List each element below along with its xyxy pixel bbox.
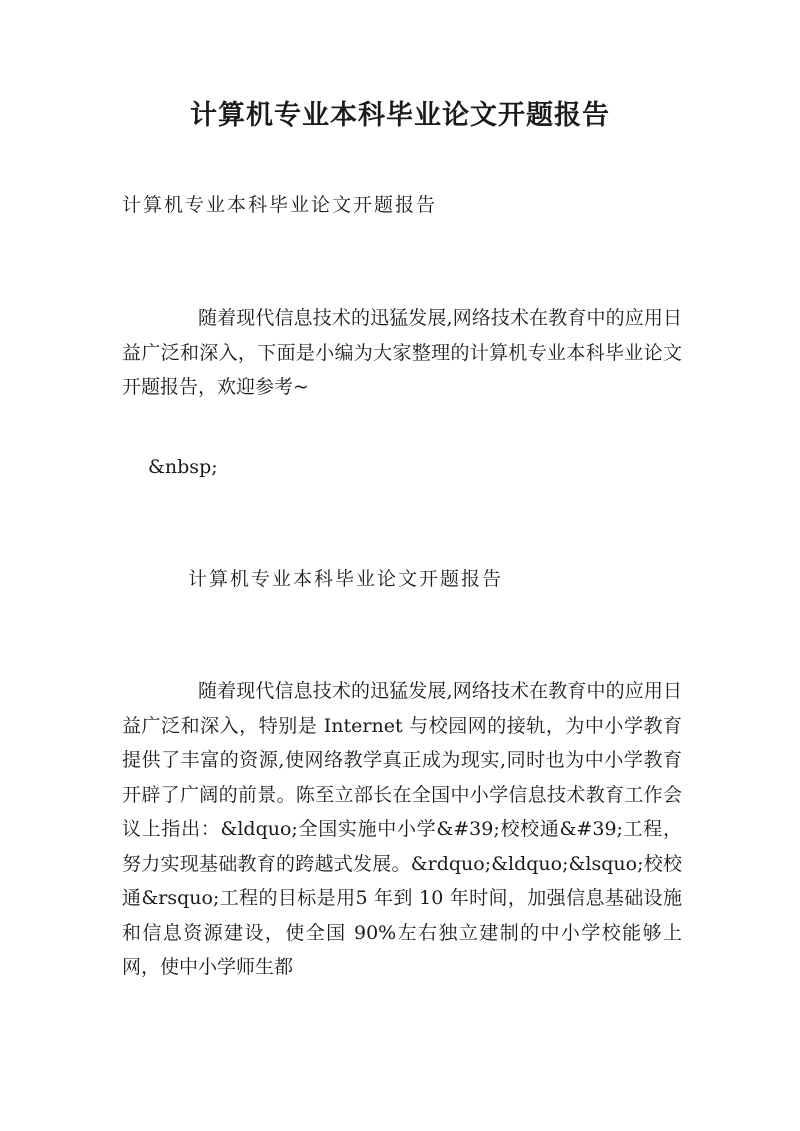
section-title: 计算机专业本科毕业论文开题报告	[188, 568, 504, 590]
nbsp-line: &nbsp;	[148, 456, 218, 478]
document-title: 计算机专业本科毕业论文开题报告	[190, 100, 610, 131]
document-subtitle: 计算机专业本科毕业论文开题报告	[122, 194, 438, 216]
intro-paragraph: 随着现代信息技术的迅猛发展,网络技术在教育中的应用日益广泛和深入，下面是小编为大家整理的计算机专业本科毕业论文开题报告，欢迎参考~	[122, 307, 682, 398]
body-paragraph: 随着现代信息技术的迅猛发展,网络技术在教育中的应用日益广泛和深入，特别是 Internet 与校园网的接轨，为中小学教育提供了丰富的资源,使网络教学真正成为现实,同时也为中小学教育开辟了广阔的前景。陈至立部长在全国中小学信息技术教育工作会议上指出：&ldquo;全国实施中小学&#39;校校通&#39;工程，努力实现基础教育的跨越式发展。&rdquo;&ldquo;&lsquo;校校通&rsquo;工程的目标是用5 年到 10 年时间，加强信息基础设施和信息资源建设，使全国 90%左右独立建制的中小学校能够上网，使中小学师生都	[122, 680, 682, 978]
